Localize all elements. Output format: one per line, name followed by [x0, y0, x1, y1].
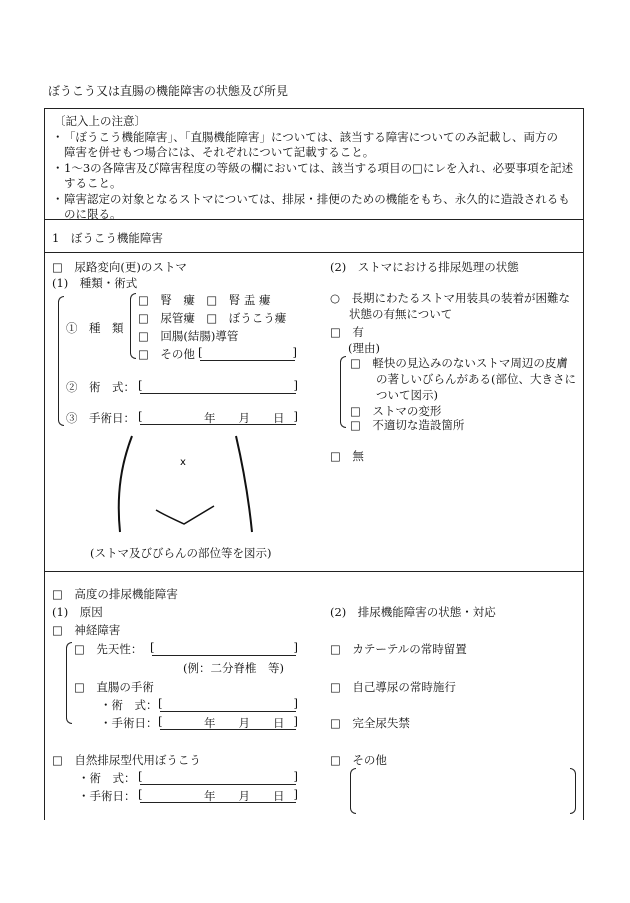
date-units: 年 月 日 [204, 411, 285, 425]
note-text: 1～3の各障害及び障害程度の等級の欄においては、該当する項目の□にレを入れ、必要事項を記述 [64, 160, 574, 175]
note-text: 「ぼうこう機能障害」、「直腸機能障害」については、該当する障害についてのみ記載し、両方の [64, 129, 559, 144]
date-units: 年 月 日 [204, 789, 285, 803]
type-label: ① 種 類 [66, 321, 124, 335]
op-input-2[interactable]: [ ] [158, 696, 298, 710]
reason-brace [340, 356, 346, 428]
appliance-question-cont: 状態の有無について [349, 307, 453, 321]
severe-disorder-checkbox[interactable]: □ 高度の排尿機能障害 [52, 587, 178, 601]
date-label: ③ 手術日： [66, 411, 135, 425]
neuro-checkbox[interactable]: □ 神経障害 [52, 623, 121, 637]
date-label-2: ・手術日： [100, 716, 158, 730]
divider [44, 571, 584, 572]
stoma-checkbox[interactable]: □ 尿路変向(更)のストマ [52, 260, 187, 274]
appliance-question: ○ 長期にわたるストマ用装具の装着が困難な [330, 291, 571, 305]
op-input[interactable]: [ ] [138, 378, 298, 392]
date-units: 年 月 日 [204, 716, 285, 730]
disorder-state-heading: (2) 排尿機能障害の状態・対応 [330, 605, 496, 619]
other-details-input[interactable] [360, 768, 568, 812]
notes-heading: 〔記入上の注意〕 [54, 114, 146, 128]
bullet: ・ [52, 129, 64, 144]
section1-heading: 1 ぼうこう機能障害 [52, 231, 163, 245]
op-label-2: ・術 式： [100, 698, 158, 712]
example-text: (例：二分脊椎 等) [183, 661, 284, 675]
note-text: すること。 [64, 176, 122, 190]
incontinence-checkbox[interactable]: □ 完全尿失禁 [330, 716, 410, 730]
neuro-brace [66, 642, 72, 724]
body-diagram[interactable] [110, 432, 270, 550]
op-input-3[interactable]: [ ] [138, 769, 298, 783]
diagram-caption: (ストマ及びびらんの部位等を図示) [90, 546, 272, 560]
note-text: のに限る。 [64, 207, 122, 221]
type-brace [130, 293, 136, 359]
bullet: ・ [52, 160, 64, 175]
reason-label: (理由) [348, 341, 380, 355]
catheter-checkbox[interactable]: □ カテーテルの常時留置 [330, 642, 467, 656]
reason-placement[interactable]: □ 不適切な造設箇所 [350, 418, 465, 432]
reason-erosion-cont2: ついて図示) [376, 388, 438, 402]
date-input-3[interactable]: [ 年 月 日 ] [138, 787, 298, 803]
other-left-brace [350, 768, 356, 814]
other-right-brace [570, 768, 576, 814]
bullet: ・ [52, 191, 64, 206]
natural-bladder-checkbox[interactable]: □ 自然排尿型代用ぼうこう [52, 753, 201, 767]
type-option-ureter[interactable]: □ 尿管瘻 □ ぼうこう瘻 [138, 311, 287, 325]
note-text: 障害を併せもつ場合には、それぞれについて記載すること。 [64, 145, 375, 159]
congenital-input[interactable]: [ ] [150, 640, 298, 654]
reason-erosion-cont: の著しいびらんがある(部位、大きさに [376, 372, 576, 386]
date-label-3: ・手術日： [78, 789, 136, 803]
date-input-2[interactable]: [ 年 月 日 ] [158, 714, 298, 730]
op-label: ② 術 式： [66, 380, 135, 394]
reason-erosion[interactable]: □ 軽快の見込みのないストマ周辺の皮膚 [350, 356, 568, 370]
rectal-surgery-checkbox[interactable]: □ 直腸の手術 [74, 680, 154, 694]
divider [44, 252, 584, 253]
type-option-kidney[interactable]: □ 腎 瘻 □ 腎 盂 瘻 [138, 293, 271, 307]
self-catheter-checkbox[interactable]: □ 自己導尿の常時施行 [330, 680, 456, 694]
yes-checkbox[interactable]: □ 有 [330, 325, 364, 339]
notes-section [52, 114, 582, 223]
left-brace [58, 296, 64, 426]
no-checkbox[interactable]: □ 無 [330, 449, 364, 463]
page-title: ぼうこう又は直腸の機能障害の状態及び所見 [48, 84, 289, 98]
note-text: 障害認定の対象となるストマについては、排尿・排便のための機能をもち、永久的に造設されるも [64, 191, 570, 206]
type-method-label: (1) 種類・術式 [52, 276, 138, 290]
other-checkbox[interactable]: □ その他 [330, 753, 387, 767]
date-input[interactable]: [ 年 月 日 ] [138, 409, 298, 425]
svg-text:x: x [180, 457, 186, 468]
other-input[interactable]: [ ] [198, 345, 297, 359]
reason-deformation[interactable]: □ ストマの変形 [350, 404, 442, 418]
urine-handling-heading: (2) ストマにおける排尿処理の状態 [330, 260, 519, 274]
cause-label: (1) 原因 [52, 605, 103, 619]
op-label-3: ・術 式： [78, 771, 136, 785]
type-option-other[interactable]: □ その他 [138, 347, 195, 361]
congenital-checkbox[interactable]: □ 先天性： [74, 642, 143, 656]
type-option-ileal[interactable]: □ 回腸(結腸)導管 [138, 329, 239, 343]
